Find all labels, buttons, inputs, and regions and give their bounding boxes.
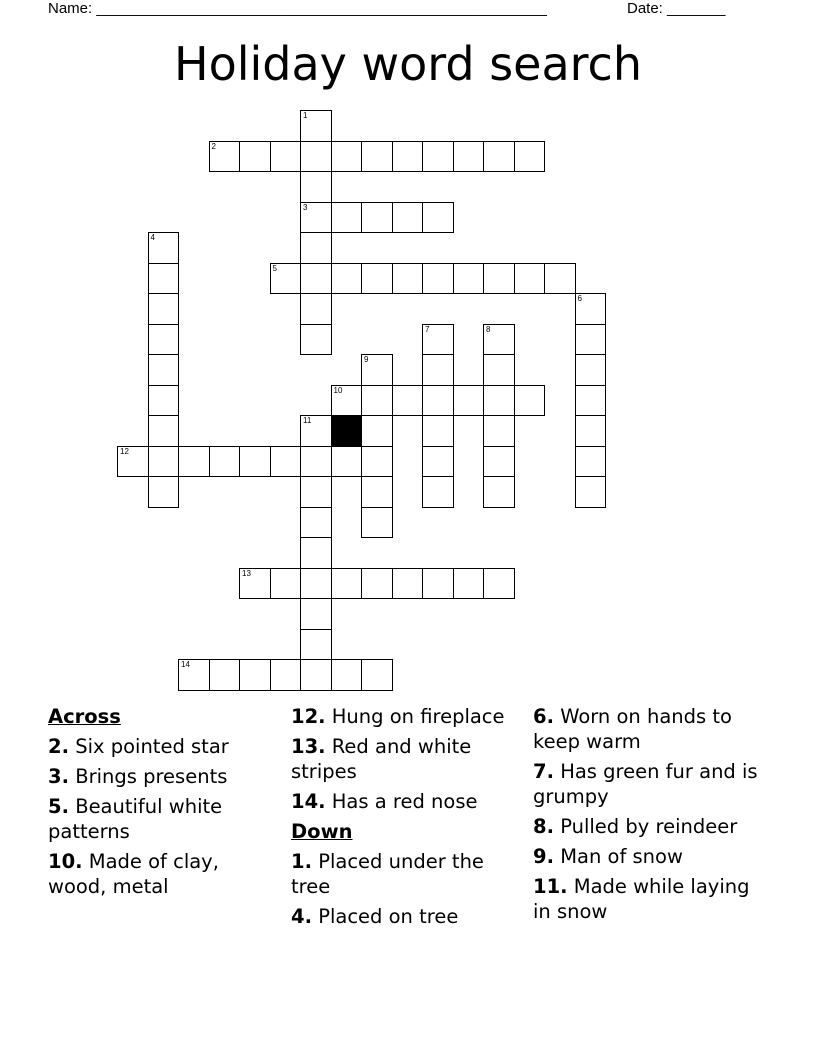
grid-cell[interactable] <box>483 476 515 508</box>
clue-item <box>533 759 761 809</box>
clue-text: Red and white stripes <box>291 735 472 783</box>
clue-column-3 <box>533 704 761 929</box>
clue-column-2 <box>291 704 519 934</box>
grid-cell[interactable] <box>209 446 241 478</box>
clue-number: 14. <box>291 790 326 813</box>
grid-cell[interactable] <box>331 202 363 234</box>
grid-cell[interactable] <box>392 385 424 417</box>
grid-cell[interactable] <box>422 202 454 234</box>
grid-cell[interactable] <box>300 141 332 173</box>
grid-cell[interactable] <box>514 263 546 295</box>
grid-cell[interactable] <box>575 324 607 356</box>
grid-cell[interactable] <box>178 659 210 691</box>
clue-text: Pulled by reindeer <box>560 815 738 838</box>
grid-cell[interactable] <box>178 446 210 478</box>
cell-number: 2 <box>211 141 216 151</box>
grid-cell[interactable] <box>239 141 271 173</box>
grid-cell[interactable] <box>300 202 332 234</box>
grid-cell[interactable] <box>422 446 454 478</box>
grid-cell[interactable] <box>300 598 332 630</box>
grid-cell[interactable] <box>575 476 607 508</box>
grid-cell[interactable] <box>148 446 180 478</box>
grid-cell[interactable] <box>361 385 393 417</box>
grid-cell[interactable] <box>422 568 454 600</box>
cell-number: 4 <box>150 233 155 242</box>
grid-cell[interactable] <box>392 568 424 600</box>
clue-number: 1. <box>291 850 312 873</box>
grid-cell[interactable] <box>483 263 515 295</box>
clue-number: 3. <box>48 765 69 788</box>
grid-cell[interactable] <box>361 141 393 173</box>
clue-number: 10. <box>48 850 83 873</box>
grid-cell[interactable] <box>331 659 363 691</box>
cell-number: 11 <box>303 416 312 425</box>
cell-number: 14 <box>181 660 190 669</box>
grid-cell[interactable] <box>270 659 302 691</box>
grid-cell[interactable] <box>483 324 515 356</box>
clue-text: Placed on tree <box>318 905 459 928</box>
grid-cell[interactable] <box>422 415 454 447</box>
grid-cell[interactable] <box>453 263 485 295</box>
grid-cell[interactable] <box>239 446 271 478</box>
clue-text: Made of clay, wood, metal <box>48 850 219 898</box>
clue-number: 13. <box>291 735 326 758</box>
grid-cell[interactable] <box>483 141 515 173</box>
grid-cell[interactable] <box>453 141 485 173</box>
grid-cell[interactable] <box>575 354 607 386</box>
grid-cell[interactable] <box>392 263 424 295</box>
clue-column-1 <box>48 704 276 904</box>
clue-text: Brings presents <box>75 765 228 788</box>
grid-cell[interactable] <box>300 293 332 325</box>
grid-cell[interactable] <box>148 293 180 325</box>
grid-cell[interactable] <box>209 659 241 691</box>
grid-cell[interactable] <box>148 324 180 356</box>
clue-number: 2. <box>48 735 69 758</box>
clue-item <box>533 874 761 924</box>
clue-text: Placed under the tree <box>291 850 484 898</box>
grid-cell[interactable] <box>422 324 454 356</box>
clue-item <box>533 844 761 869</box>
grid-cell[interactable] <box>331 263 363 295</box>
clue-text: Has a red nose <box>331 790 478 813</box>
cell-number: 5 <box>272 263 277 273</box>
clue-number: 11. <box>533 875 568 898</box>
grid-cell[interactable] <box>300 629 332 661</box>
grid-cell[interactable] <box>331 446 363 478</box>
grid-cell[interactable] <box>361 202 393 234</box>
clue-text: Man of snow <box>560 845 683 868</box>
grid-cell[interactable] <box>148 354 180 386</box>
grid-cell[interactable] <box>148 476 180 508</box>
clue-item <box>291 904 519 929</box>
grid-cell[interactable] <box>453 385 485 417</box>
grid-cell[interactable] <box>300 507 332 539</box>
grid-cell[interactable] <box>117 446 149 478</box>
grid-cell[interactable] <box>300 324 332 356</box>
grid-cell[interactable] <box>300 476 332 508</box>
cell-number: 7 <box>425 324 430 334</box>
clue-item <box>291 789 519 814</box>
clue-number: 4. <box>291 905 312 928</box>
clue-item <box>291 849 519 899</box>
grid-cell[interactable] <box>361 476 393 508</box>
grid-cell[interactable] <box>392 141 424 173</box>
grid-cell[interactable] <box>575 293 607 325</box>
grid-cell[interactable] <box>361 446 393 478</box>
grid-cell[interactable] <box>483 446 515 478</box>
clue-item <box>48 849 276 899</box>
clue-item <box>291 734 519 784</box>
grid-black-cell <box>331 415 363 447</box>
grid-cell[interactable] <box>300 171 332 203</box>
grid-cell[interactable] <box>148 385 180 417</box>
grid-cell[interactable] <box>575 446 607 478</box>
grid-cell[interactable] <box>270 263 302 295</box>
clue-heading-down: Down <box>291 820 353 843</box>
page-title: Holiday word search <box>173 37 643 91</box>
grid-cell[interactable] <box>361 568 393 600</box>
cell-number: 1 <box>303 111 308 120</box>
clue-number: 9. <box>533 845 554 868</box>
grid-cell[interactable] <box>361 354 393 386</box>
grid-cell[interactable] <box>422 263 454 295</box>
cell-number: 6 <box>577 294 582 303</box>
grid-cell[interactable] <box>270 568 302 600</box>
grid-cell[interactable] <box>300 568 332 600</box>
clue-number: 5. <box>48 795 69 818</box>
grid-cell[interactable] <box>361 415 393 447</box>
grid-cell[interactable] <box>300 232 332 264</box>
grid-cell[interactable] <box>239 659 271 691</box>
grid-cell[interactable] <box>331 385 363 417</box>
clue-number: 7. <box>533 760 554 783</box>
clue-text: Made while laying in snow <box>533 875 750 923</box>
grid-cell[interactable] <box>483 385 515 417</box>
date-field[interactable]: Date: _______ <box>627 0 726 17</box>
grid-cell[interactable] <box>422 385 454 417</box>
grid-cell[interactable] <box>422 141 454 173</box>
grid-cell[interactable] <box>361 263 393 295</box>
grid-cell[interactable] <box>300 263 332 295</box>
clue-heading-across: Across <box>48 705 121 728</box>
grid-cell[interactable] <box>361 507 393 539</box>
clue-text: Has green fur and is grumpy <box>533 760 758 808</box>
grid-cell[interactable] <box>575 415 607 447</box>
cell-number: 8 <box>486 324 491 334</box>
cell-number: 10 <box>333 385 343 395</box>
grid-cell[interactable] <box>422 476 454 508</box>
grid-cell[interactable] <box>453 568 485 600</box>
clue-item <box>533 814 761 839</box>
grid-cell[interactable] <box>514 385 546 417</box>
cell-number: 13 <box>242 568 251 578</box>
grid-cell[interactable] <box>148 415 180 447</box>
grid-cell[interactable] <box>300 110 332 142</box>
grid-cell[interactable] <box>331 568 363 600</box>
grid-cell[interactable] <box>209 141 241 173</box>
grid-cell[interactable] <box>270 141 302 173</box>
clue-text: Six pointed star <box>75 735 229 758</box>
grid-cell[interactable] <box>300 446 332 478</box>
cell-number: 9 <box>364 355 369 364</box>
grid-cell[interactable] <box>483 354 515 386</box>
grid-cell[interactable] <box>300 659 332 691</box>
clue-item <box>48 794 276 844</box>
clue-text: Worn on hands to keep warm <box>533 705 732 753</box>
clue-item <box>48 734 276 759</box>
grid-cell[interactable] <box>270 446 302 478</box>
clue-number: 12. <box>291 705 326 728</box>
grid-cell[interactable] <box>575 385 607 417</box>
grid-cell[interactable] <box>483 415 515 447</box>
clue-item <box>533 704 761 754</box>
clue-number: 6. <box>533 705 554 728</box>
grid-cell[interactable] <box>422 354 454 386</box>
grid-cell[interactable] <box>361 659 393 691</box>
grid-cell[interactable] <box>544 263 576 295</box>
grid-cell[interactable] <box>148 263 180 295</box>
clue-item <box>48 764 276 789</box>
name-field[interactable]: Name: ______________________________________________________ <box>48 0 547 17</box>
grid-cell[interactable] <box>392 202 424 234</box>
grid-cell[interactable] <box>514 141 546 173</box>
clue-item <box>291 704 519 729</box>
clue-text: Hung on fireplace <box>331 705 505 728</box>
grid-cell[interactable] <box>148 232 180 264</box>
cell-number: 12 <box>120 446 129 456</box>
grid-cell[interactable] <box>300 415 332 447</box>
clue-text: Beautiful white patterns <box>48 795 223 843</box>
grid-cell[interactable] <box>300 537 332 569</box>
cell-number: 3 <box>303 202 308 212</box>
grid-cell[interactable] <box>331 141 363 173</box>
grid-cell[interactable] <box>239 568 271 600</box>
clue-number: 8. <box>533 815 554 838</box>
grid-cell[interactable] <box>483 568 515 600</box>
